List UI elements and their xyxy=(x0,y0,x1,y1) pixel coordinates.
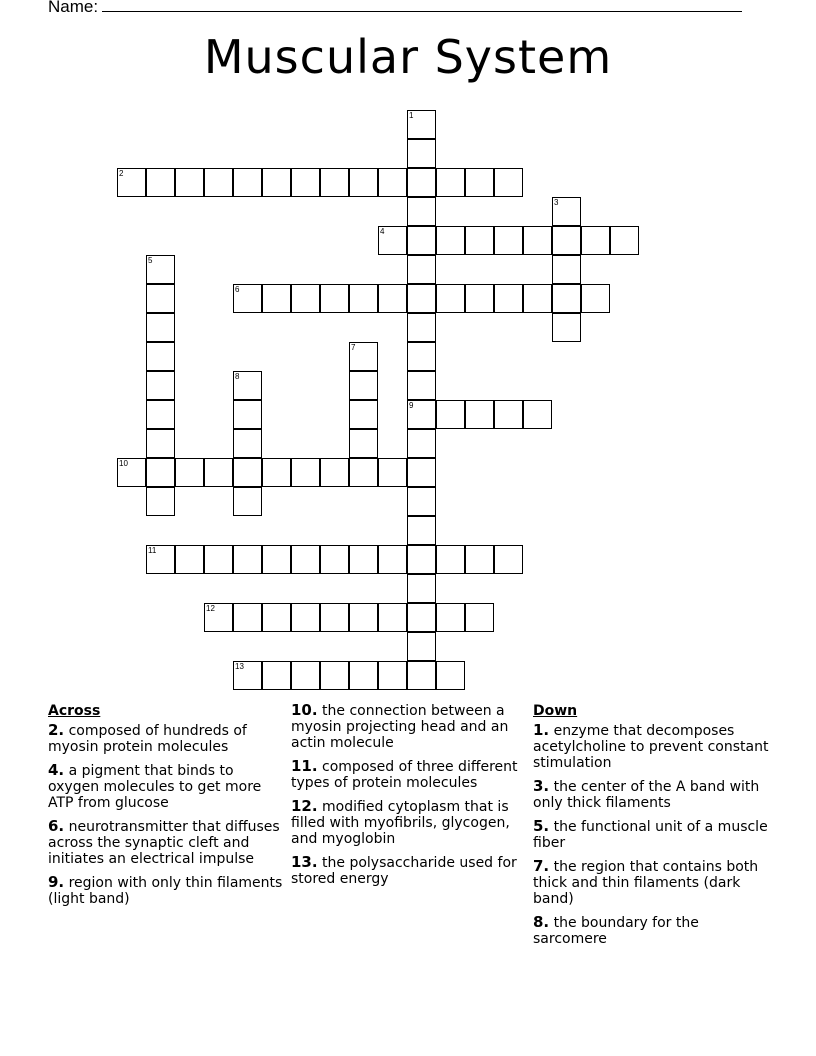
crossword-cell[interactable] xyxy=(291,661,320,690)
crossword-cell[interactable] xyxy=(465,226,494,255)
crossword-cell[interactable] xyxy=(465,545,494,574)
clue-number: 8 xyxy=(235,372,240,381)
crossword-cell[interactable] xyxy=(262,603,291,632)
crossword-cell[interactable] xyxy=(407,313,436,342)
page-title: Muscular System xyxy=(203,30,613,84)
crossword-cell[interactable] xyxy=(233,458,262,487)
crossword-cell[interactable] xyxy=(407,400,436,429)
crossword-cell[interactable] xyxy=(581,284,610,313)
crossword-cell[interactable] xyxy=(146,545,175,574)
crossword-cell[interactable] xyxy=(349,371,378,400)
crossword-cell[interactable] xyxy=(436,400,465,429)
crossword-cell[interactable] xyxy=(523,284,552,313)
clue-down-1: 1. enzyme that decomposes acetylcholine to prevent constant stimulation xyxy=(533,721,769,771)
crossword-cell[interactable] xyxy=(291,168,320,197)
crossword-cell[interactable] xyxy=(233,168,262,197)
crossword-cell[interactable] xyxy=(204,458,233,487)
crossword-cell[interactable] xyxy=(349,284,378,313)
crossword-cell[interactable] xyxy=(349,429,378,458)
crossword-cell[interactable] xyxy=(233,284,262,313)
crossword-cell[interactable] xyxy=(262,545,291,574)
crossword-cell[interactable] xyxy=(349,342,378,371)
crossword-cell[interactable] xyxy=(204,168,233,197)
crossword-cell[interactable] xyxy=(407,168,436,197)
crossword-cell[interactable] xyxy=(291,284,320,313)
crossword-cell[interactable] xyxy=(233,603,262,632)
crossword-cell[interactable] xyxy=(436,603,465,632)
crossword-cell[interactable] xyxy=(262,458,291,487)
crossword-cell[interactable] xyxy=(146,487,175,516)
crossword-cell[interactable] xyxy=(436,545,465,574)
crossword-cell[interactable] xyxy=(494,226,523,255)
crossword-cell[interactable] xyxy=(436,168,465,197)
crossword-cell[interactable] xyxy=(378,603,407,632)
crossword-cell[interactable] xyxy=(407,255,436,284)
crossword-cell[interactable] xyxy=(291,603,320,632)
crossword-cell[interactable] xyxy=(146,313,175,342)
crossword-cell[interactable] xyxy=(378,284,407,313)
crossword-cell[interactable] xyxy=(146,429,175,458)
crossword-cell[interactable] xyxy=(378,458,407,487)
name-label: Name: xyxy=(48,0,99,16)
crossword-cell[interactable] xyxy=(175,545,204,574)
clue-number: 12 xyxy=(206,604,215,613)
clue-down-5: 5. the functional unit of a muscle fiber xyxy=(533,817,768,851)
crossword-cell[interactable] xyxy=(117,458,146,487)
clue-down-3: 3. the center of the A band with only thick filaments xyxy=(533,777,760,811)
crossword-cell[interactable] xyxy=(204,545,233,574)
crossword-cell[interactable] xyxy=(378,661,407,690)
crossword-cell[interactable] xyxy=(465,603,494,632)
crossword-cell[interactable] xyxy=(146,284,175,313)
crossword-cell[interactable] xyxy=(494,284,523,313)
crossword-cell[interactable] xyxy=(175,168,204,197)
crossword-cell[interactable] xyxy=(407,603,436,632)
across-clues-column-continued xyxy=(291,702,527,894)
crossword-cell[interactable] xyxy=(407,371,436,400)
clue-across-13: 13. the polysaccharide used for stored energy xyxy=(291,853,517,887)
crossword-cell[interactable] xyxy=(552,226,581,255)
crossword-cell[interactable] xyxy=(291,458,320,487)
crossword-cell[interactable] xyxy=(146,168,175,197)
crossword-cell[interactable] xyxy=(320,661,349,690)
crossword-cell[interactable] xyxy=(349,168,378,197)
crossword-cell[interactable] xyxy=(407,632,436,661)
crossword-cell[interactable] xyxy=(436,284,465,313)
crossword-cell[interactable] xyxy=(407,545,436,574)
crossword-cell[interactable] xyxy=(407,429,436,458)
clue-across-2: 2. composed of hundreds of myosin protein molecules xyxy=(48,721,247,755)
crossword-cell[interactable] xyxy=(581,226,610,255)
clue-across-11: 11. composed of three different types of protein molecules xyxy=(291,757,518,791)
crossword-cell[interactable] xyxy=(262,284,291,313)
clue-number: 2 xyxy=(119,169,124,178)
crossword-cell[interactable] xyxy=(407,487,436,516)
crossword-cell[interactable] xyxy=(407,197,436,226)
crossword-cell[interactable] xyxy=(349,545,378,574)
crossword-cell[interactable] xyxy=(175,458,204,487)
crossword-cell[interactable] xyxy=(349,400,378,429)
crossword-cell[interactable] xyxy=(349,661,378,690)
crossword-cell[interactable] xyxy=(465,168,494,197)
crossword-cell[interactable] xyxy=(233,429,262,458)
crossword-cell[interactable] xyxy=(407,226,436,255)
crossword-cell[interactable] xyxy=(523,400,552,429)
clue-across-12: 12. modified cytoplasm that is filled with myofibrils, glycogen, and myoglobin xyxy=(291,797,510,847)
crossword-cell[interactable] xyxy=(378,168,407,197)
crossword-cell[interactable] xyxy=(233,371,262,400)
crossword-cell[interactable] xyxy=(407,458,436,487)
crossword-cell[interactable] xyxy=(523,226,552,255)
crossword-cell[interactable] xyxy=(233,661,262,690)
clue-number: 6 xyxy=(235,285,240,294)
crossword-cell[interactable] xyxy=(552,197,581,226)
crossword-cell[interactable] xyxy=(233,400,262,429)
clue-number: 4 xyxy=(380,227,385,236)
crossword-cell[interactable] xyxy=(146,458,175,487)
clue-number: 1 xyxy=(409,111,414,120)
crossword-cell[interactable] xyxy=(407,284,436,313)
clue-number: 5 xyxy=(148,256,153,265)
crossword-cell[interactable] xyxy=(233,545,262,574)
crossword-cell[interactable] xyxy=(291,545,320,574)
crossword-cell[interactable] xyxy=(407,574,436,603)
crossword-cell[interactable] xyxy=(378,545,407,574)
clue-number: 13 xyxy=(235,662,244,671)
clue-across-6: 6. neurotransmitter that diffuses across the synaptic cleft and initiates an electrical impulse xyxy=(48,817,280,867)
crossword-cell[interactable] xyxy=(552,284,581,313)
crossword-cell[interactable] xyxy=(552,255,581,284)
clue-down-8: 8. the boundary for the sarcomere xyxy=(533,913,699,947)
crossword-cell[interactable] xyxy=(233,487,262,516)
crossword-cell[interactable] xyxy=(262,661,291,690)
across-heading: Across xyxy=(48,703,101,719)
clue-number: 10 xyxy=(119,459,128,468)
crossword-cell[interactable] xyxy=(494,168,523,197)
crossword-cell[interactable] xyxy=(407,139,436,168)
crossword-cell[interactable] xyxy=(146,342,175,371)
clue-number: 9 xyxy=(409,401,414,410)
crossword-cell[interactable] xyxy=(610,226,639,255)
crossword-cell[interactable] xyxy=(320,284,349,313)
crossword-cell[interactable] xyxy=(349,458,378,487)
crossword-cell[interactable] xyxy=(378,226,407,255)
crossword-cell[interactable] xyxy=(320,545,349,574)
crossword-cell[interactable] xyxy=(407,661,436,690)
crossword-cell[interactable] xyxy=(146,371,175,400)
crossword-cell[interactable] xyxy=(436,661,465,690)
crossword-cell[interactable] xyxy=(117,168,146,197)
crossword-cell[interactable] xyxy=(320,603,349,632)
crossword-cell[interactable] xyxy=(320,168,349,197)
crossword-cell[interactable] xyxy=(146,400,175,429)
crossword-cell[interactable] xyxy=(204,603,233,632)
clue-across-10: 10. the connection between a myosin projecting head and an actin molecule xyxy=(291,701,509,751)
across-clues-column xyxy=(48,702,284,914)
crossword-cell[interactable] xyxy=(465,400,494,429)
crossword-cell[interactable] xyxy=(407,342,436,371)
clue-number: 7 xyxy=(351,343,356,352)
crossword-cell[interactable] xyxy=(407,516,436,545)
crossword-cell[interactable] xyxy=(494,400,523,429)
crossword-cell[interactable] xyxy=(262,168,291,197)
clue-number: 3 xyxy=(554,198,559,207)
crossword-cell[interactable] xyxy=(146,255,175,284)
down-heading: Down xyxy=(533,703,578,719)
crossword-cell[interactable] xyxy=(552,313,581,342)
crossword-cell[interactable] xyxy=(349,603,378,632)
crossword-cell[interactable] xyxy=(465,284,494,313)
crossword-cell[interactable] xyxy=(436,226,465,255)
clue-across-4: 4. a pigment that binds to oxygen molecules to get more ATP from glucose xyxy=(48,761,262,811)
clue-down-7: 7. the region that contains both thick and thin filaments (dark band) xyxy=(533,857,759,907)
crossword-cell[interactable] xyxy=(494,545,523,574)
clue-across-9: 9. region with only thin filaments (light band) xyxy=(48,873,283,907)
crossword-cell[interactable] xyxy=(320,458,349,487)
crossword-cell[interactable] xyxy=(407,110,436,139)
clue-number: 11 xyxy=(148,546,157,555)
down-clues-column xyxy=(533,702,773,954)
